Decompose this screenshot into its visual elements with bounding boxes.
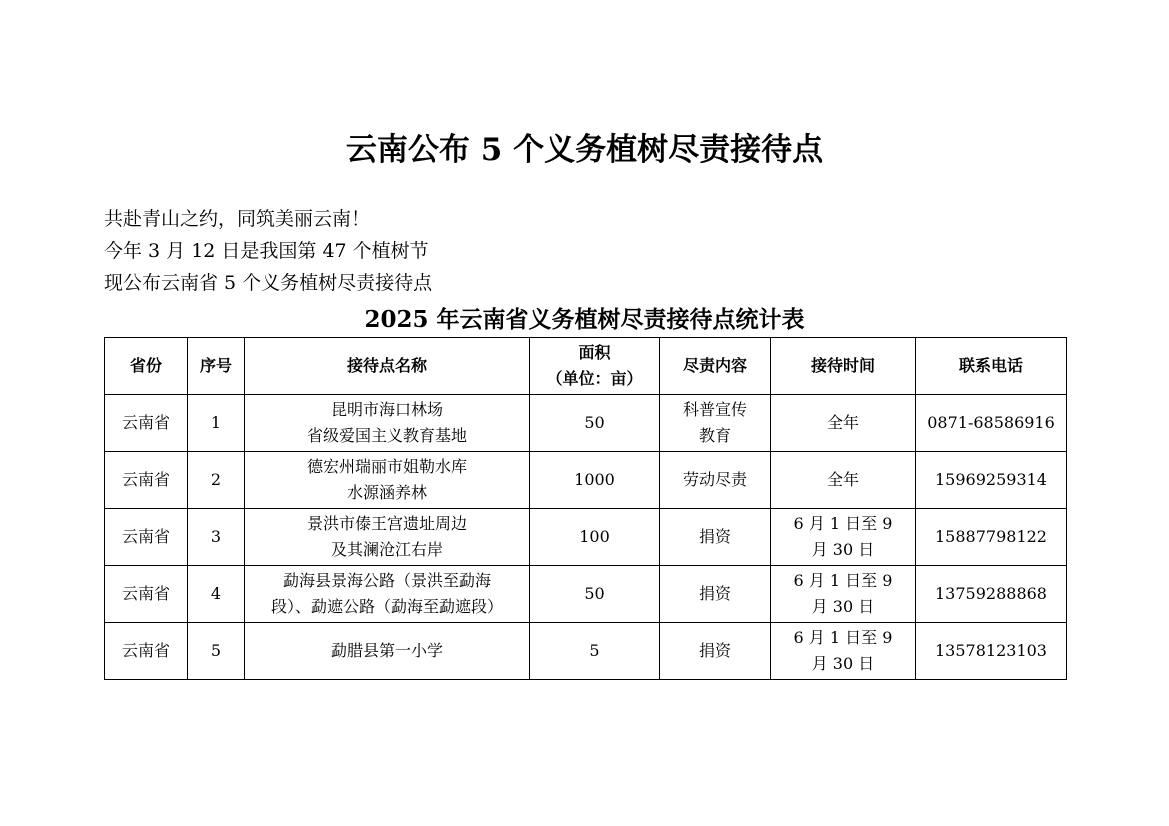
cell-phone: 13578123103: [916, 623, 1067, 680]
cell-name-line: 勐海县景海公路（景洪至勐海: [282, 571, 491, 590]
cell-name-line: 德宏州瑞丽市姐勒水库: [306, 457, 467, 476]
table-row: [105, 452, 1067, 509]
cell-province: 云南省: [105, 452, 188, 509]
table-row: [105, 623, 1067, 680]
cell-seq: 2: [188, 452, 245, 509]
header-province: 省份: [105, 338, 188, 395]
cell-area: 100: [530, 509, 660, 566]
stats-table: [104, 337, 1067, 680]
header-time: 接待时间: [771, 338, 916, 395]
table-header-row: [105, 338, 1067, 395]
cell-province: 云南省: [105, 623, 188, 680]
cell-province: 云南省: [105, 566, 188, 623]
cell-name-line: 及其澜沧江右岸: [330, 540, 443, 559]
cell-time-line: 月 30 日: [811, 597, 875, 616]
cell-time: [771, 509, 916, 566]
cell-name: 勐腊县第一小学: [245, 623, 530, 680]
header-area-line: 面积: [578, 343, 611, 362]
header-content: 尽责内容: [660, 338, 771, 395]
header-name: 接待点名称: [245, 338, 530, 395]
cell-time-line: 6 月 1 日至 9: [793, 514, 893, 533]
intro-text: [104, 203, 432, 299]
cell-time-line: 月 30 日: [811, 654, 875, 673]
cell-content: 捐资: [660, 509, 771, 566]
table-row: [105, 395, 1067, 452]
cell-time: [771, 395, 916, 452]
header-phone: 联系电话: [916, 338, 1067, 395]
cell-phone: 15969259314: [916, 452, 1067, 509]
cell-seq: 5: [188, 623, 245, 680]
cell-area: 5: [530, 623, 660, 680]
cell-seq: 3: [188, 509, 245, 566]
cell-area: 50: [530, 395, 660, 452]
intro-line: 共赴青山之约，同筑美丽云南！: [104, 208, 371, 230]
cell-seq: 4: [188, 566, 245, 623]
cell-content: 捐资: [660, 623, 771, 680]
cell-content-line: 科普宣传: [682, 400, 747, 419]
cell-name-line: 省级爱国主义教育基地: [306, 426, 467, 445]
cell-name-line: 段）、勐遮公路（勐海至勐遮段）: [270, 597, 503, 616]
intro-line: 今年 3 月 12 日是我国第 47 个植树节: [104, 240, 429, 262]
cell-name: [245, 452, 530, 509]
cell-province: 云南省: [105, 395, 188, 452]
cell-seq: 1: [188, 395, 245, 452]
table-row: [105, 509, 1067, 566]
cell-time-line: 6 月 1 日至 9: [793, 571, 893, 590]
cell-area: 1000: [530, 452, 660, 509]
table-title: 2025 年云南省义务植树尽责接待点统计表: [364, 306, 805, 333]
cell-name-line: 景洪市傣王宫遗址周边: [306, 514, 467, 533]
cell-time-line: 月 30 日: [811, 540, 875, 559]
header-area: [530, 338, 660, 395]
cell-time-line: 全年: [826, 413, 859, 432]
header-seq: 序号: [188, 338, 245, 395]
cell-name: [245, 566, 530, 623]
cell-area: 50: [530, 566, 660, 623]
cell-time: 全年: [771, 452, 916, 509]
page-title: 云南公布 5 个义务植树尽责接待点: [345, 132, 824, 168]
cell-name: [245, 395, 530, 452]
header-area-unit: （单位：亩）: [546, 369, 643, 388]
cell-phone: 13759288868: [916, 566, 1067, 623]
intro-line: 现公布云南省 5 个义务植树尽责接待点: [104, 272, 433, 294]
table-row: [105, 566, 1067, 623]
cell-province: 云南省: [105, 509, 188, 566]
cell-content-line: 教育: [698, 426, 731, 445]
cell-time-line: 6 月 1 日至 9: [793, 628, 893, 647]
cell-time: [771, 566, 916, 623]
cell-content: 劳动尽责: [660, 452, 771, 509]
cell-name: [245, 509, 530, 566]
cell-time: [771, 623, 916, 680]
cell-name-line: 水源涵养林: [346, 483, 427, 502]
cell-phone: 15887798122: [916, 509, 1067, 566]
cell-phone: 0871-68586916: [916, 395, 1067, 452]
cell-content: 捐资: [660, 566, 771, 623]
cell-content: [660, 395, 771, 452]
cell-name-line: 昆明市海口林场: [330, 400, 443, 419]
